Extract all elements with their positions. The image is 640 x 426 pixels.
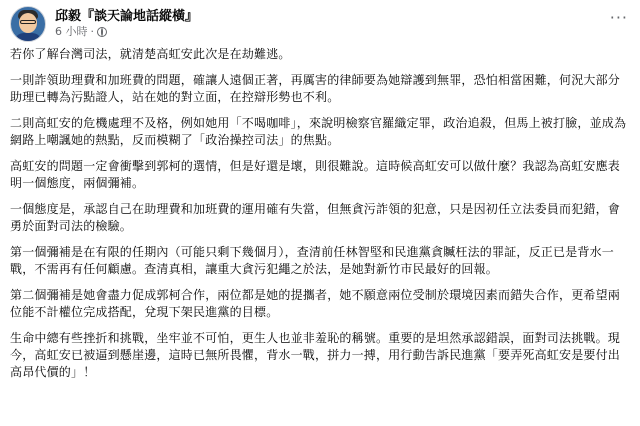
post-paragraph: 生命中總有些挫折和挑戰，坐牢並不可怕，更生人也並非羞恥的稱號。重要的是坦然承認錯誤，面對司法挑戰。現今，高虹安已被逼到懸崖邊，這時已無所畏懼，背水一戰，拼力一搏，用行動告訴民進黨「要弄死高虹安是要付出高昂代價的」！ xyxy=(10,331,621,379)
post-paragraph: 一則詐領助理費和加班費的問題，確讓人遠個正著，再厲害的律師要為她辯護到無罪，恐怕相當困難，何況大部分助理已轉為污點證人，站在她的對立面，在控辯形勢也不利。 xyxy=(10,73,621,104)
post-body xyxy=(10,46,630,381)
avatar-glasses xyxy=(20,20,36,24)
page-name-link[interactable]: 邱毅『談天論地話縱橫』 xyxy=(55,9,199,24)
more-options-button[interactable]: ··· xyxy=(609,8,628,27)
post-paragraph: 第二個彌補是她會盡力促成郭柯合作，兩位都是她的提攜者，她不願意兩位受制於環境因素而錯失合作，更希望兩位能不計權位完成搭配，兌現下架民進黨的目標。 xyxy=(10,288,621,319)
post-timestamp[interactable]: 6 小時 xyxy=(55,25,88,38)
avatar[interactable] xyxy=(10,6,46,42)
post-paragraph: 第一個彌補是在有限的任期內（可能只剩下幾個月），查清前任林智堅和民進黨貪贓枉法的罪証，反正已是背水一戰，不需再有任何顧慮。查清真相，讓重大貪污犯繩之於法，是她對新竹市民最好的回報。 xyxy=(10,245,615,276)
post-header xyxy=(10,6,630,46)
post-subline xyxy=(55,25,198,39)
post-paragraph: 一個態度是，承認自己在助理費和加班費的運用確有失當，但無貪污詐領的犯意，只是因初任立法委員而犯錯，會勇於面對司法的檢驗。 xyxy=(10,202,621,233)
post-paragraph: 若你了解台灣司法，就清楚高虹安此次是在劫難逃。 xyxy=(10,47,291,61)
separator-dot: · xyxy=(90,25,94,38)
post-paragraph: 高虹安的問題一定會衝擊到郭柯的選情，但是好還是壞，則很難說。這時候高虹安可以做什麼？我認為高虹安應表明一個態度，兩個彌補。 xyxy=(10,159,621,190)
post-paragraph: 二則高虹安的危機處理不及格，例如她用「不喝咖啡」，來說明檢察官羅織定罪，政治追殺，但馬上被打臉，並成為網路上嘲諷她的熱點，反而模糊了「政治操控司法」的焦點。 xyxy=(10,116,627,147)
avatar-body xyxy=(14,33,42,42)
post-meta xyxy=(55,6,198,39)
globe-icon xyxy=(97,27,107,37)
